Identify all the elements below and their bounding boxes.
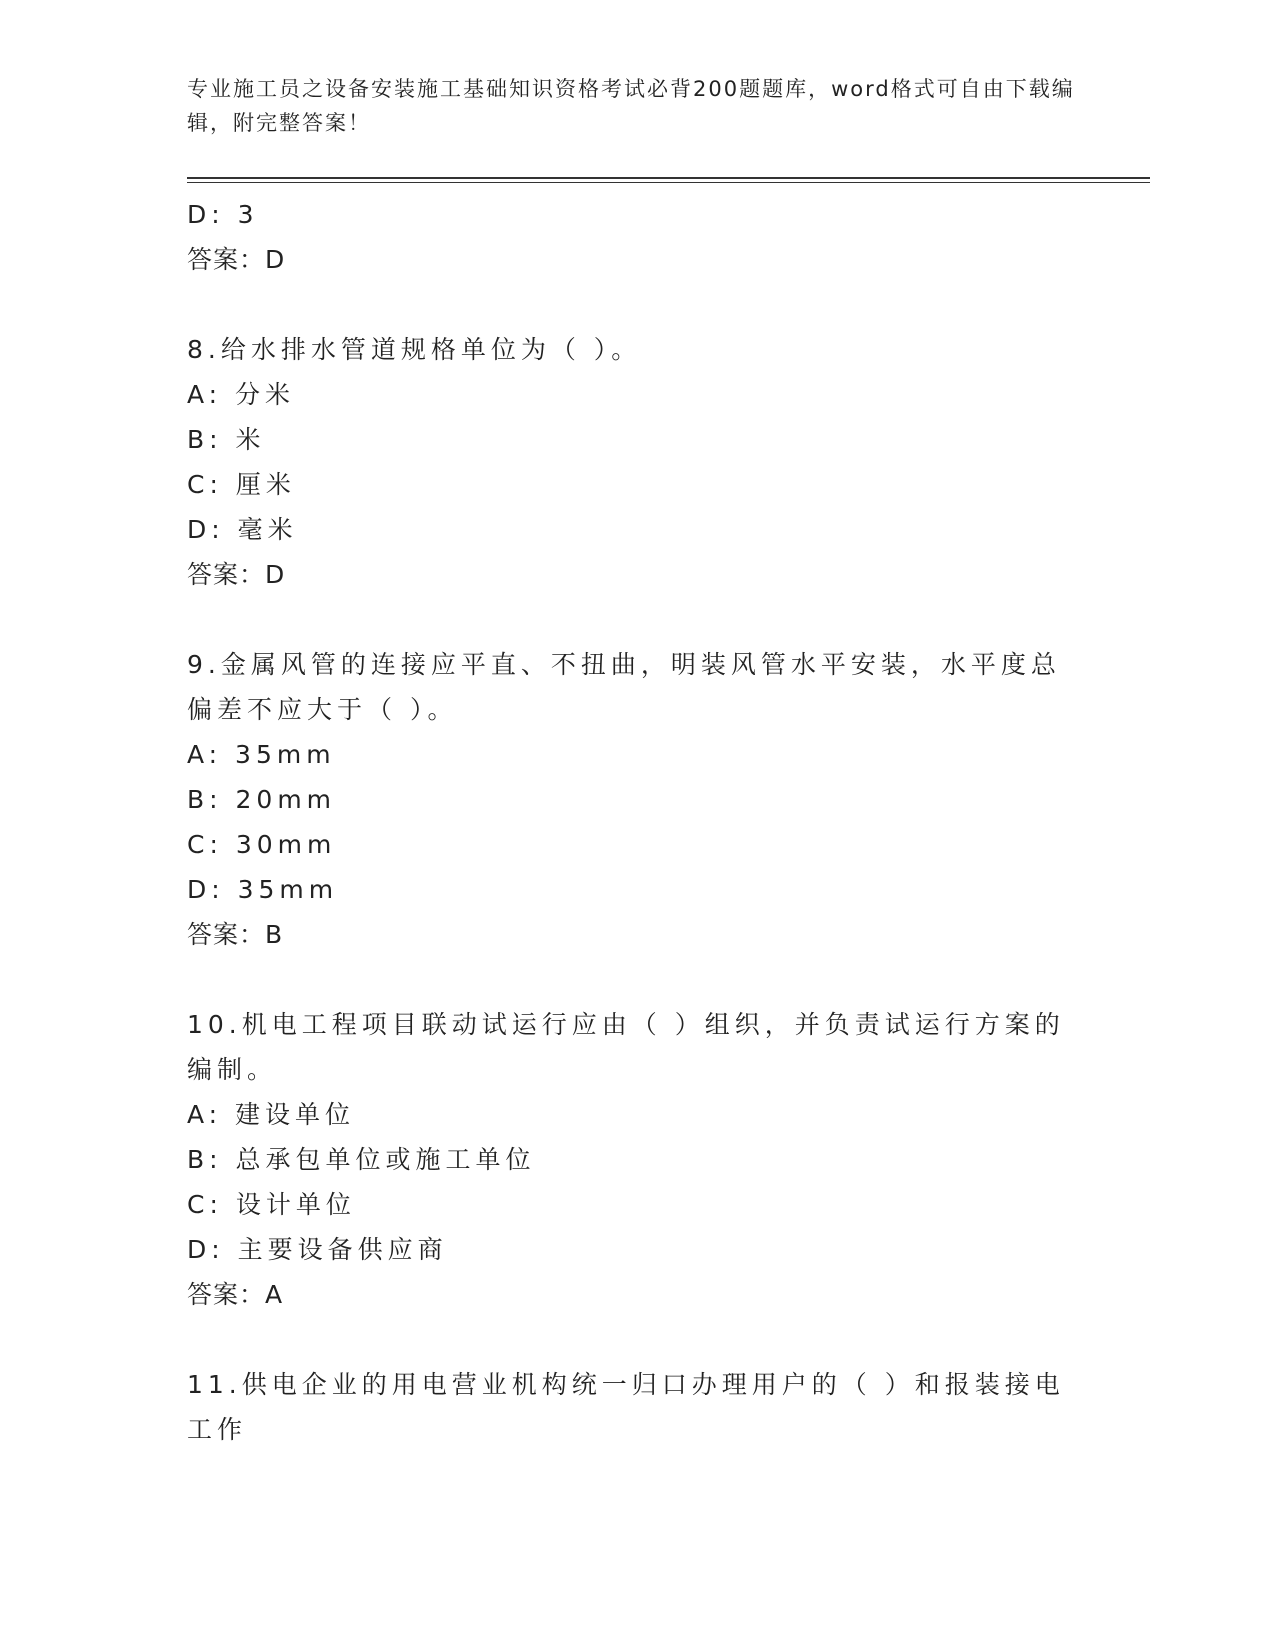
question-10 xyxy=(187,1002,1067,1317)
question-stem: 10.机电工程项目联动试运行应由（ ）组织，并负责试运行方案的编制。 xyxy=(187,1010,1065,1084)
option-a: A: 35mm xyxy=(187,740,336,769)
option-d: D: 主要设备供应商 xyxy=(187,1235,448,1264)
prev-answer: 答案：D xyxy=(187,245,286,274)
header-rule-thick xyxy=(187,177,1150,179)
option-a: A: 分米 xyxy=(187,380,296,409)
question-stem: 8.给水排水管道规格单位为（ ）。 xyxy=(187,335,642,364)
option-a: A: 建设单位 xyxy=(187,1100,356,1129)
question-11 xyxy=(187,1362,1067,1452)
answer: 答案：B xyxy=(187,920,284,949)
option-c: C: 厘米 xyxy=(187,470,296,499)
option-c: C: 30mm xyxy=(187,830,337,859)
question-8 xyxy=(187,327,1067,597)
option-b: B: 20mm xyxy=(187,785,337,814)
header-rule-thin xyxy=(187,182,1150,183)
question-stem: 9.金属风管的连接应平直、不扭曲，明装风管水平安装，水平度总偏差不应大于（ ）。 xyxy=(187,650,1061,724)
prev-option-d: D: 3 xyxy=(187,200,259,229)
answer: 答案：A xyxy=(187,1280,284,1309)
option-d: D: 毫米 xyxy=(187,515,298,544)
option-d: D: 35mm xyxy=(187,875,339,904)
answer: 答案：D xyxy=(187,560,286,589)
question-content xyxy=(187,192,1067,1452)
option-c: C: 设计单位 xyxy=(187,1190,356,1219)
option-b: B: 总承包单位或施工单位 xyxy=(187,1145,536,1174)
question-stem: 11.供电企业的用电营业机构统一归口办理用户的（ ）和报装接电工作 xyxy=(187,1370,1065,1444)
option-b: B: 米 xyxy=(187,425,266,454)
page-header: 专业施工员之设备安装施工基础知识资格考试必背200题题库，word格式可自由下载编辑，附完整答案！ xyxy=(187,77,1075,135)
question-9 xyxy=(187,642,1067,957)
